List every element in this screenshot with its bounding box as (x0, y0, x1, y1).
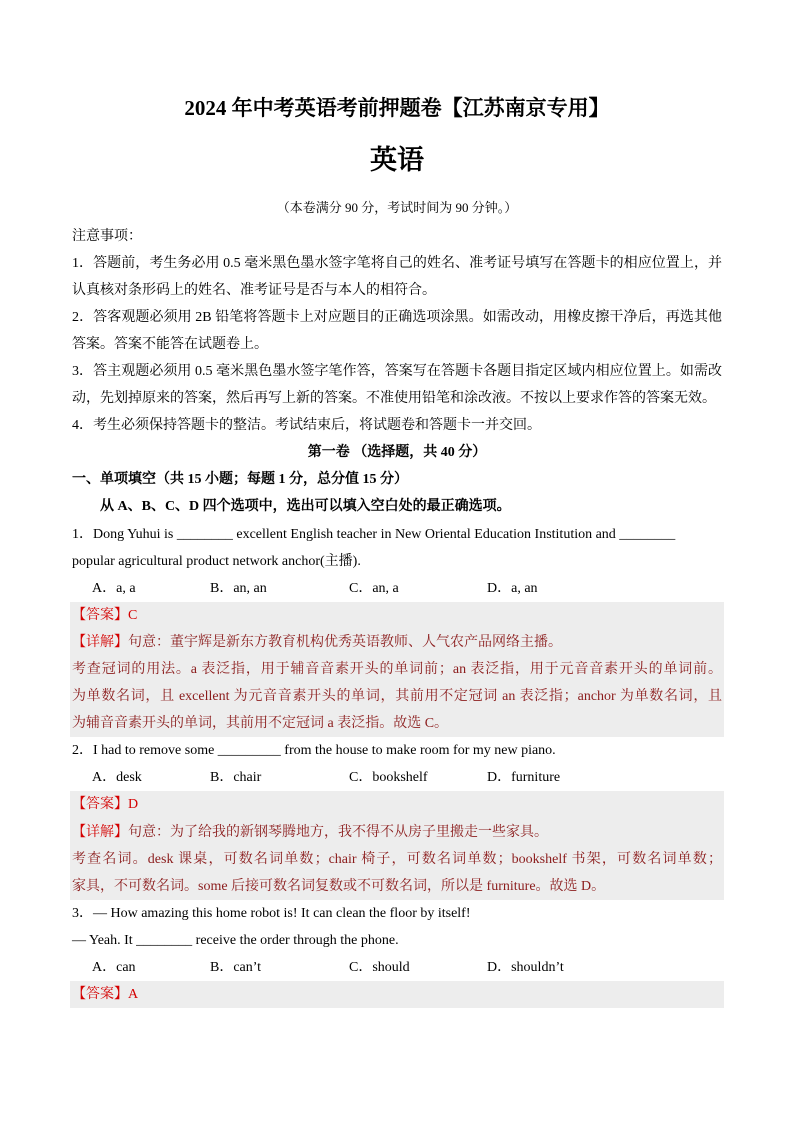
question-stem-line: 2．I had to remove some _________ from the house to make room for my new piano. (72, 743, 556, 759)
answer-value: A (128, 987, 139, 1003)
explanation-label: 【详解】 (72, 634, 128, 650)
instruction-4-line-1: 4．考生必须保持答题卡的整洁。考试结束后，将试题卷和答题卡一并交回。 (72, 418, 541, 434)
answer-box (70, 791, 724, 899)
instruction-3-line-1: 3．答主观题必须用 0.5 毫米黑色墨水签字笔作答，答案写在答题卡各题目指定区域内相应位置上。如需改 (72, 363, 722, 379)
instruction-1-line-2: 认真核对条形码上的姓名、准考证号是否与本人的相符合。 (72, 282, 436, 298)
instruction-2-line-2: 答案。答案不能答在试题卷上。 (72, 336, 268, 352)
answer-line (70, 791, 724, 818)
question-options (70, 575, 724, 602)
option-d: D．furniture (487, 770, 561, 786)
question-1 (70, 521, 724, 738)
option-b: B．an, an (210, 580, 267, 596)
option-c: C．should (349, 960, 410, 976)
option-c: C．an, a (349, 580, 399, 596)
option-c: C．bookshelf (349, 770, 428, 786)
question-stem-line: 3．— How amazing this home robot is! It can clean the floor by itself! (72, 905, 471, 921)
answer-label: 【答案】 (72, 797, 128, 813)
option-a: A．desk (92, 770, 142, 786)
option-d: D．a, an (487, 580, 538, 596)
option-d: D．shouldn’t (487, 960, 564, 976)
score-time-note: （本卷满分 90 分，考试时间为 90 分钟。） (276, 200, 518, 215)
option-b: B．can’t (210, 960, 262, 976)
instructions-heading: 注意事项： (72, 228, 142, 244)
option-a: A．can (92, 960, 136, 976)
explanation-text: 句意：为了给我的新钢琴腾地方，我不得不从房子里搬走一些家具。 (128, 824, 548, 840)
paper-title: 2024 年中考英语考前押题卷【江苏南京专用】 (184, 96, 610, 120)
question-options (70, 954, 724, 981)
option-b: B．chair (210, 770, 262, 786)
answer-value: C (128, 607, 138, 623)
explanation-line: 为单数名词，且 excellent 为元音音素开头的单词，其前用不定冠词 an 表泛指；anchor 为单数名词，且 (72, 689, 722, 705)
question-options (70, 764, 724, 791)
explanation-line: 家具，不可数名词。some 后接可数名词复数或不可数名词，所以是 furniture。故选 D。 (72, 878, 606, 894)
question-stem-line: 1．Dong Yuhui is ________ excellent English teacher in New Oriental Education Institution and ________ (72, 526, 676, 542)
answer-line (70, 981, 724, 1008)
explanation-line: 考查名词。desk 课桌，可数名词单数；chair 椅子，可数名词单数；bookshelf 书架，可数名词单数； (72, 851, 722, 867)
answer-box (70, 602, 724, 737)
instruction-2-line-1: 2．答客观题必须用 2B 铅笔将答题卡上对应题目的正确选项涂黑。如需改动，用橡皮擦干净后，再选其他 (72, 309, 722, 325)
explanation-line: 考查冠词的用法。a 表泛指，用于辅音音素开头的单词前；an 表泛指，用于元音音素开头的单词前。 (72, 662, 722, 677)
question-2 (70, 737, 724, 900)
explanation-first-line (70, 819, 724, 846)
part-title: 第一卷 （选择题，共 40 分） (307, 445, 487, 461)
section-title: 一、单项填空（共 15 小题；每题 1 分，总分值 15 分） (72, 472, 408, 488)
answer-line (70, 602, 724, 629)
explanation-text: 句意：董宇辉是新东方教育机构优秀英语教师、人气农产品网络主播。 (128, 634, 562, 650)
option-a: A．a, a (92, 580, 136, 596)
answer-value: D (128, 797, 139, 813)
answer-label: 【答案】 (72, 607, 128, 623)
section-directions: 从 A、B、C、D 四个选项中，选出可以填入空白处的最正确选项。 (100, 499, 511, 515)
paper-body (70, 223, 724, 1009)
instruction-3-line-2: 动，先划掉原来的答案，然后再写上新的答案。不准使用铅笔和涂改液。不按以上要求作答的答案无效。 (72, 391, 716, 407)
question-stem-line: — Yeah. It ________ receive the order through the phone. (72, 932, 399, 948)
answer-box (70, 981, 724, 1008)
instruction-1-line-1: 1．答题前，考生务必用 0.5 毫米黑色墨水签字笔将自己的姓名、准考证号填写在答题卡的相应位置上，并 (72, 255, 722, 271)
answer-label: 【答案】 (72, 987, 128, 1003)
question-3 (70, 900, 724, 1008)
subject-title: 英语 (370, 145, 424, 175)
explanation-label: 【详解】 (72, 824, 128, 840)
explanation-first-line (70, 629, 724, 656)
question-stem-line: popular agricultural product network anchor(主播). (72, 553, 361, 569)
explanation-line: 为辅音音素开头的单词，其前用不定冠词 a 表泛指。故选 C。 (72, 716, 449, 732)
